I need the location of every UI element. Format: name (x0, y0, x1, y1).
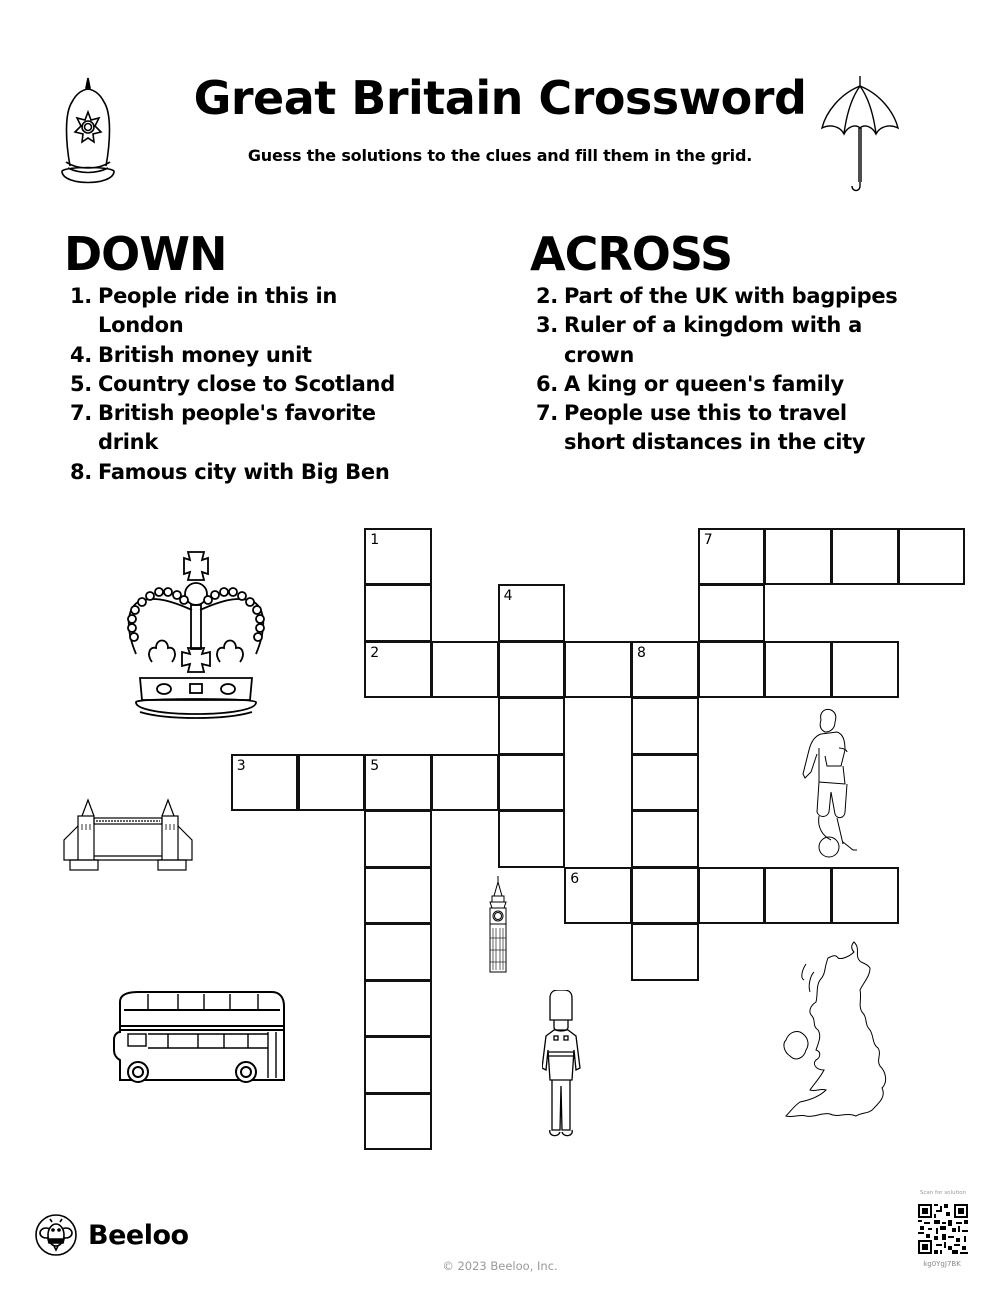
down-clue-7: 7. British people's favorite drink (70, 401, 376, 455)
grid-cell[interactable] (364, 980, 432, 1038)
down-heading: DOWN (64, 227, 227, 281)
grid-cell[interactable] (498, 754, 566, 812)
uk-map-icon (770, 940, 896, 1136)
page-subtitle: Guess the solutions to the clues and fill them in the grid. (247, 146, 753, 165)
qr-caption: Scan for solution (919, 1190, 967, 1196)
grid-cell[interactable] (498, 584, 566, 642)
grid-cell[interactable] (698, 528, 766, 586)
grid-cell[interactable] (764, 528, 832, 586)
page-title: Great Britain Crossword (193, 71, 807, 125)
across-clue-3: 3. Ruler of a kingdom with a crown (536, 313, 862, 367)
beeloo-logo (34, 1213, 189, 1257)
cell-number: 5 (370, 757, 380, 774)
across-clue-7: 7. People use this to travel short distances in the city (536, 401, 866, 455)
down-clue-1: 1. People ride in this in London (70, 284, 337, 338)
grid-cell[interactable] (364, 810, 432, 868)
cell-number: 2 (370, 644, 380, 661)
cell-number: 7 (703, 531, 713, 548)
grid-cell[interactable] (698, 641, 766, 699)
grid-cell[interactable] (898, 528, 966, 586)
big-ben-icon (484, 876, 512, 974)
grid-cell[interactable] (631, 923, 699, 981)
umbrella-icon (820, 74, 900, 194)
cell-number: 1 (370, 531, 380, 548)
grid-cell[interactable] (631, 810, 699, 868)
across-clue-2: 2. Part of the UK with bagpipes (536, 284, 898, 308)
down-clue-8: 8. Famous city with Big Ben (70, 459, 390, 484)
copyright-text: © 2023 Beeloo, Inc. (442, 1259, 558, 1273)
grid-cell[interactable] (364, 867, 432, 925)
grid-cell[interactable] (364, 641, 432, 699)
grid-cell[interactable] (564, 641, 632, 699)
grid-cell[interactable] (698, 584, 766, 642)
grid-cell[interactable] (764, 641, 832, 699)
football-player-icon (795, 704, 875, 860)
grid-cell[interactable] (564, 867, 632, 925)
cell-number: 3 (236, 757, 246, 774)
royal-guard-icon (542, 990, 582, 1140)
bee-logo-icon (34, 1213, 78, 1257)
tower-bridge-icon (60, 796, 195, 878)
grid-cell[interactable] (364, 1093, 432, 1151)
grid-cell[interactable] (831, 641, 899, 699)
grid-cell[interactable] (498, 810, 566, 868)
qr-code-id: kg0YgJ7BK (923, 1260, 961, 1268)
grid-cell[interactable] (364, 1036, 432, 1094)
grid-cell[interactable] (498, 641, 566, 699)
grid-cell[interactable] (431, 754, 499, 812)
qr-code-icon (918, 1204, 968, 1254)
down-clue-5: 5. Country close to Scotland (70, 371, 395, 396)
cell-number: 8 (637, 644, 646, 661)
qr-code[interactable] (918, 1204, 968, 1258)
grid-cell[interactable] (364, 528, 432, 586)
double-decker-bus-icon (108, 990, 288, 1090)
across-clue-6: 6. A king or queen's family (536, 371, 844, 396)
down-clue-4: 4. British money unit (70, 342, 312, 367)
grid-cell[interactable] (231, 754, 299, 812)
grid-cell[interactable] (631, 697, 699, 755)
down-clues-section (64, 226, 484, 487)
crown-icon (116, 550, 276, 730)
grid-cell[interactable] (431, 641, 499, 699)
across-clue-list (536, 282, 950, 458)
grid-cell[interactable] (831, 867, 899, 925)
grid-cell[interactable] (631, 641, 699, 699)
grid-cell[interactable] (364, 754, 432, 812)
grid-cell[interactable] (764, 867, 832, 925)
grid-cell[interactable] (364, 584, 432, 642)
across-clues-section (530, 226, 950, 458)
down-clue-list (70, 282, 484, 487)
police-helmet-icon (58, 74, 118, 184)
grid-cell[interactable] (498, 697, 566, 755)
grid-cell[interactable] (831, 528, 899, 586)
cell-number: 6 (570, 870, 580, 887)
grid-cell[interactable] (631, 754, 699, 812)
brand-name: Beeloo (88, 1219, 189, 1251)
cell-number: 4 (503, 588, 513, 605)
grid-cell[interactable] (298, 754, 366, 812)
grid-cell[interactable] (631, 867, 699, 925)
across-heading: ACROSS (530, 227, 733, 281)
grid-cell[interactable] (364, 923, 432, 981)
grid-cell[interactable] (698, 867, 766, 925)
